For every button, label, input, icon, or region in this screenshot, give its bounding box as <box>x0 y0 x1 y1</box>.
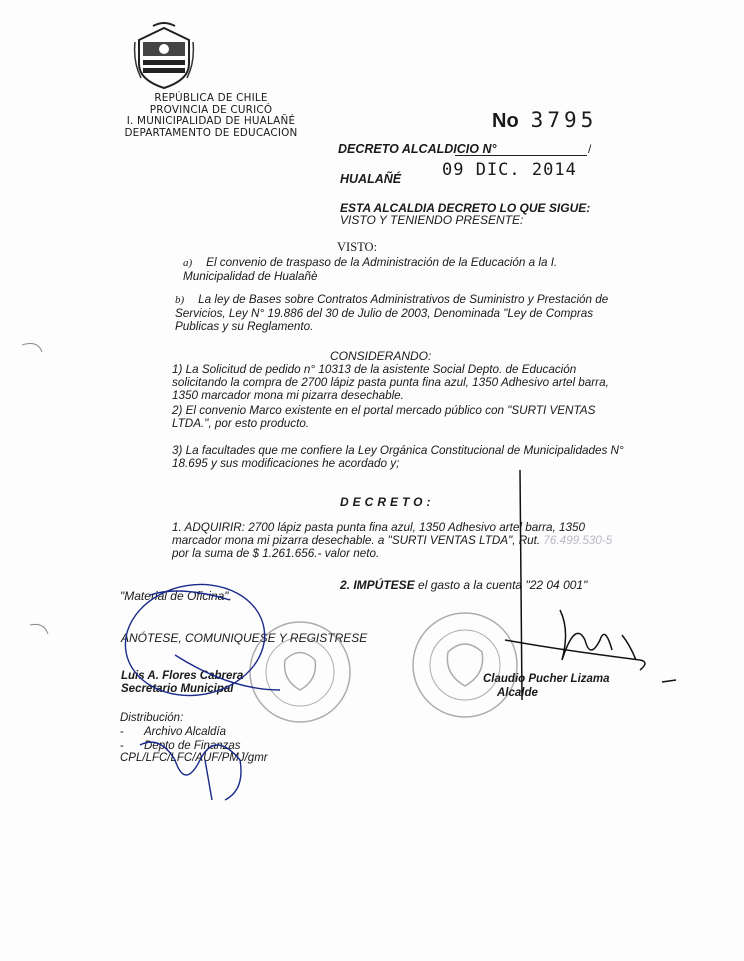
visto-text-a: El convenio de traspaso de la Administración de la Educación a la I. Municipalidad de Hualañè <box>183 256 558 283</box>
distribution-heading: Distribución: <box>120 712 184 724</box>
institution-header <box>118 93 304 139</box>
header-line-4: DEPARTAMENTO DE EDUCACION <box>124 126 298 139</box>
visto-mark-b: b) <box>175 294 185 306</box>
visto-heading: VISTO: <box>337 240 378 254</box>
initials-line: CPL/LFC/LFC/AUF/PMJ/gmr <box>120 752 268 764</box>
decreto-item-2 <box>340 578 587 592</box>
imputese-text: el gasto a la cuenta "22 04 001" <box>418 578 588 592</box>
decree-slash: / <box>588 142 592 156</box>
imputese-label: 2. IMPÚTESE <box>340 578 415 592</box>
header-line-3: I. MUNICIPALIDAD DE HUALAÑÉ <box>126 115 296 128</box>
margin-mark <box>22 344 42 352</box>
distribution-item-2-label: Depto de Finanzas <box>144 740 241 752</box>
considerando-item-3: 3) La facultades que me confiere la Ley Orgánica Constitucional de Municipalidades N° 18.695 y sus modificaciones he acordado y; <box>172 444 624 470</box>
decree-number-prefix: No <box>492 110 519 132</box>
mayor-title: Alcalde <box>497 687 538 699</box>
date-stamp: 09 DIC. 2014 <box>442 160 577 180</box>
considerando-item-2: 2) El convenio Marco existente en el portal mercado público con "SURTI VENTAS LTDA.", por esto producto. <box>172 404 596 430</box>
secretary-title: Secretario Municipal <box>121 683 234 695</box>
closing-formula: ANÓTESE, COMUNIQUESE Y REGISTRESE <box>121 631 368 645</box>
decree-label: DECRETO ALCALDICIO N° <box>338 142 497 156</box>
decree-number: 3795 <box>530 108 598 132</box>
margin-mark-2 <box>30 624 48 634</box>
material-line: "Material de Oficina". <box>120 589 232 603</box>
secretary-name: Luis A. Flores Cabrera <box>121 670 244 682</box>
considerando-item-1: 1) La Solicitud de pedido n° 10313 de la asistente Social Depto. de Educación solicitando la compra de 2700 lápiz pasta punta fina azul, 1350 Adhesivo artel barra, 1350 marcador mona mi pizarra desechable. <box>172 363 609 402</box>
place-name: HUALAÑÉ <box>340 172 402 186</box>
decree-number-line <box>455 155 587 156</box>
considerando-heading: CONSIDERANDO: <box>330 349 432 363</box>
visto-item-b <box>175 293 625 333</box>
decreto-item-1 <box>172 521 624 560</box>
visto-item-a <box>183 256 623 283</box>
adquirir-amount: por la suma de $ 1.261.656.- valor neto. <box>172 547 380 560</box>
mayor-seal <box>413 613 517 717</box>
intro-heading: ESTA ALCALDIA DECRETO LO QUE SIGUE: <box>340 201 591 215</box>
header-line-2: PROVINCIA DE CURICÓ <box>149 103 273 116</box>
distribution-item-1: - Archivo Alcaldía <box>120 726 227 738</box>
visto-text-b: La ley de Bases sobre Contratos Administrativos de Suministro y Prestación de Servicios, Ley N° 19.886 del 30 de Julio de 2003, Denominada "Ley de Compras Publicas y su Reglamento. <box>175 293 609 333</box>
mayor-name: Claudio Pucher Lizama <box>483 673 610 685</box>
decreto-heading: DECRETO: <box>340 495 435 509</box>
municipal-crest <box>133 22 195 90</box>
decree-number-stamp <box>492 108 597 133</box>
distribution-item-1-label: Archivo Alcaldía <box>144 726 227 738</box>
intro-subheading: VISTO Y TENIENDO PRESENTE: <box>340 213 524 227</box>
rut-faded: 76.499.530-5 <box>543 534 613 547</box>
visto-mark-a: a) <box>183 257 193 269</box>
distribution-item-2: - Depto de Finanzas <box>120 740 241 752</box>
adquirir-text: 1. ADQUIRIR: 2700 lápiz pasta punta fina azul, 1350 Adhesivo artel barra, 1350 marcador mona mi pizarra desechable. a "SURTI VENTAS LTDA", Rut. <box>172 521 585 547</box>
header-line-1: REPÚBLICA DE CHILE <box>154 92 268 104</box>
